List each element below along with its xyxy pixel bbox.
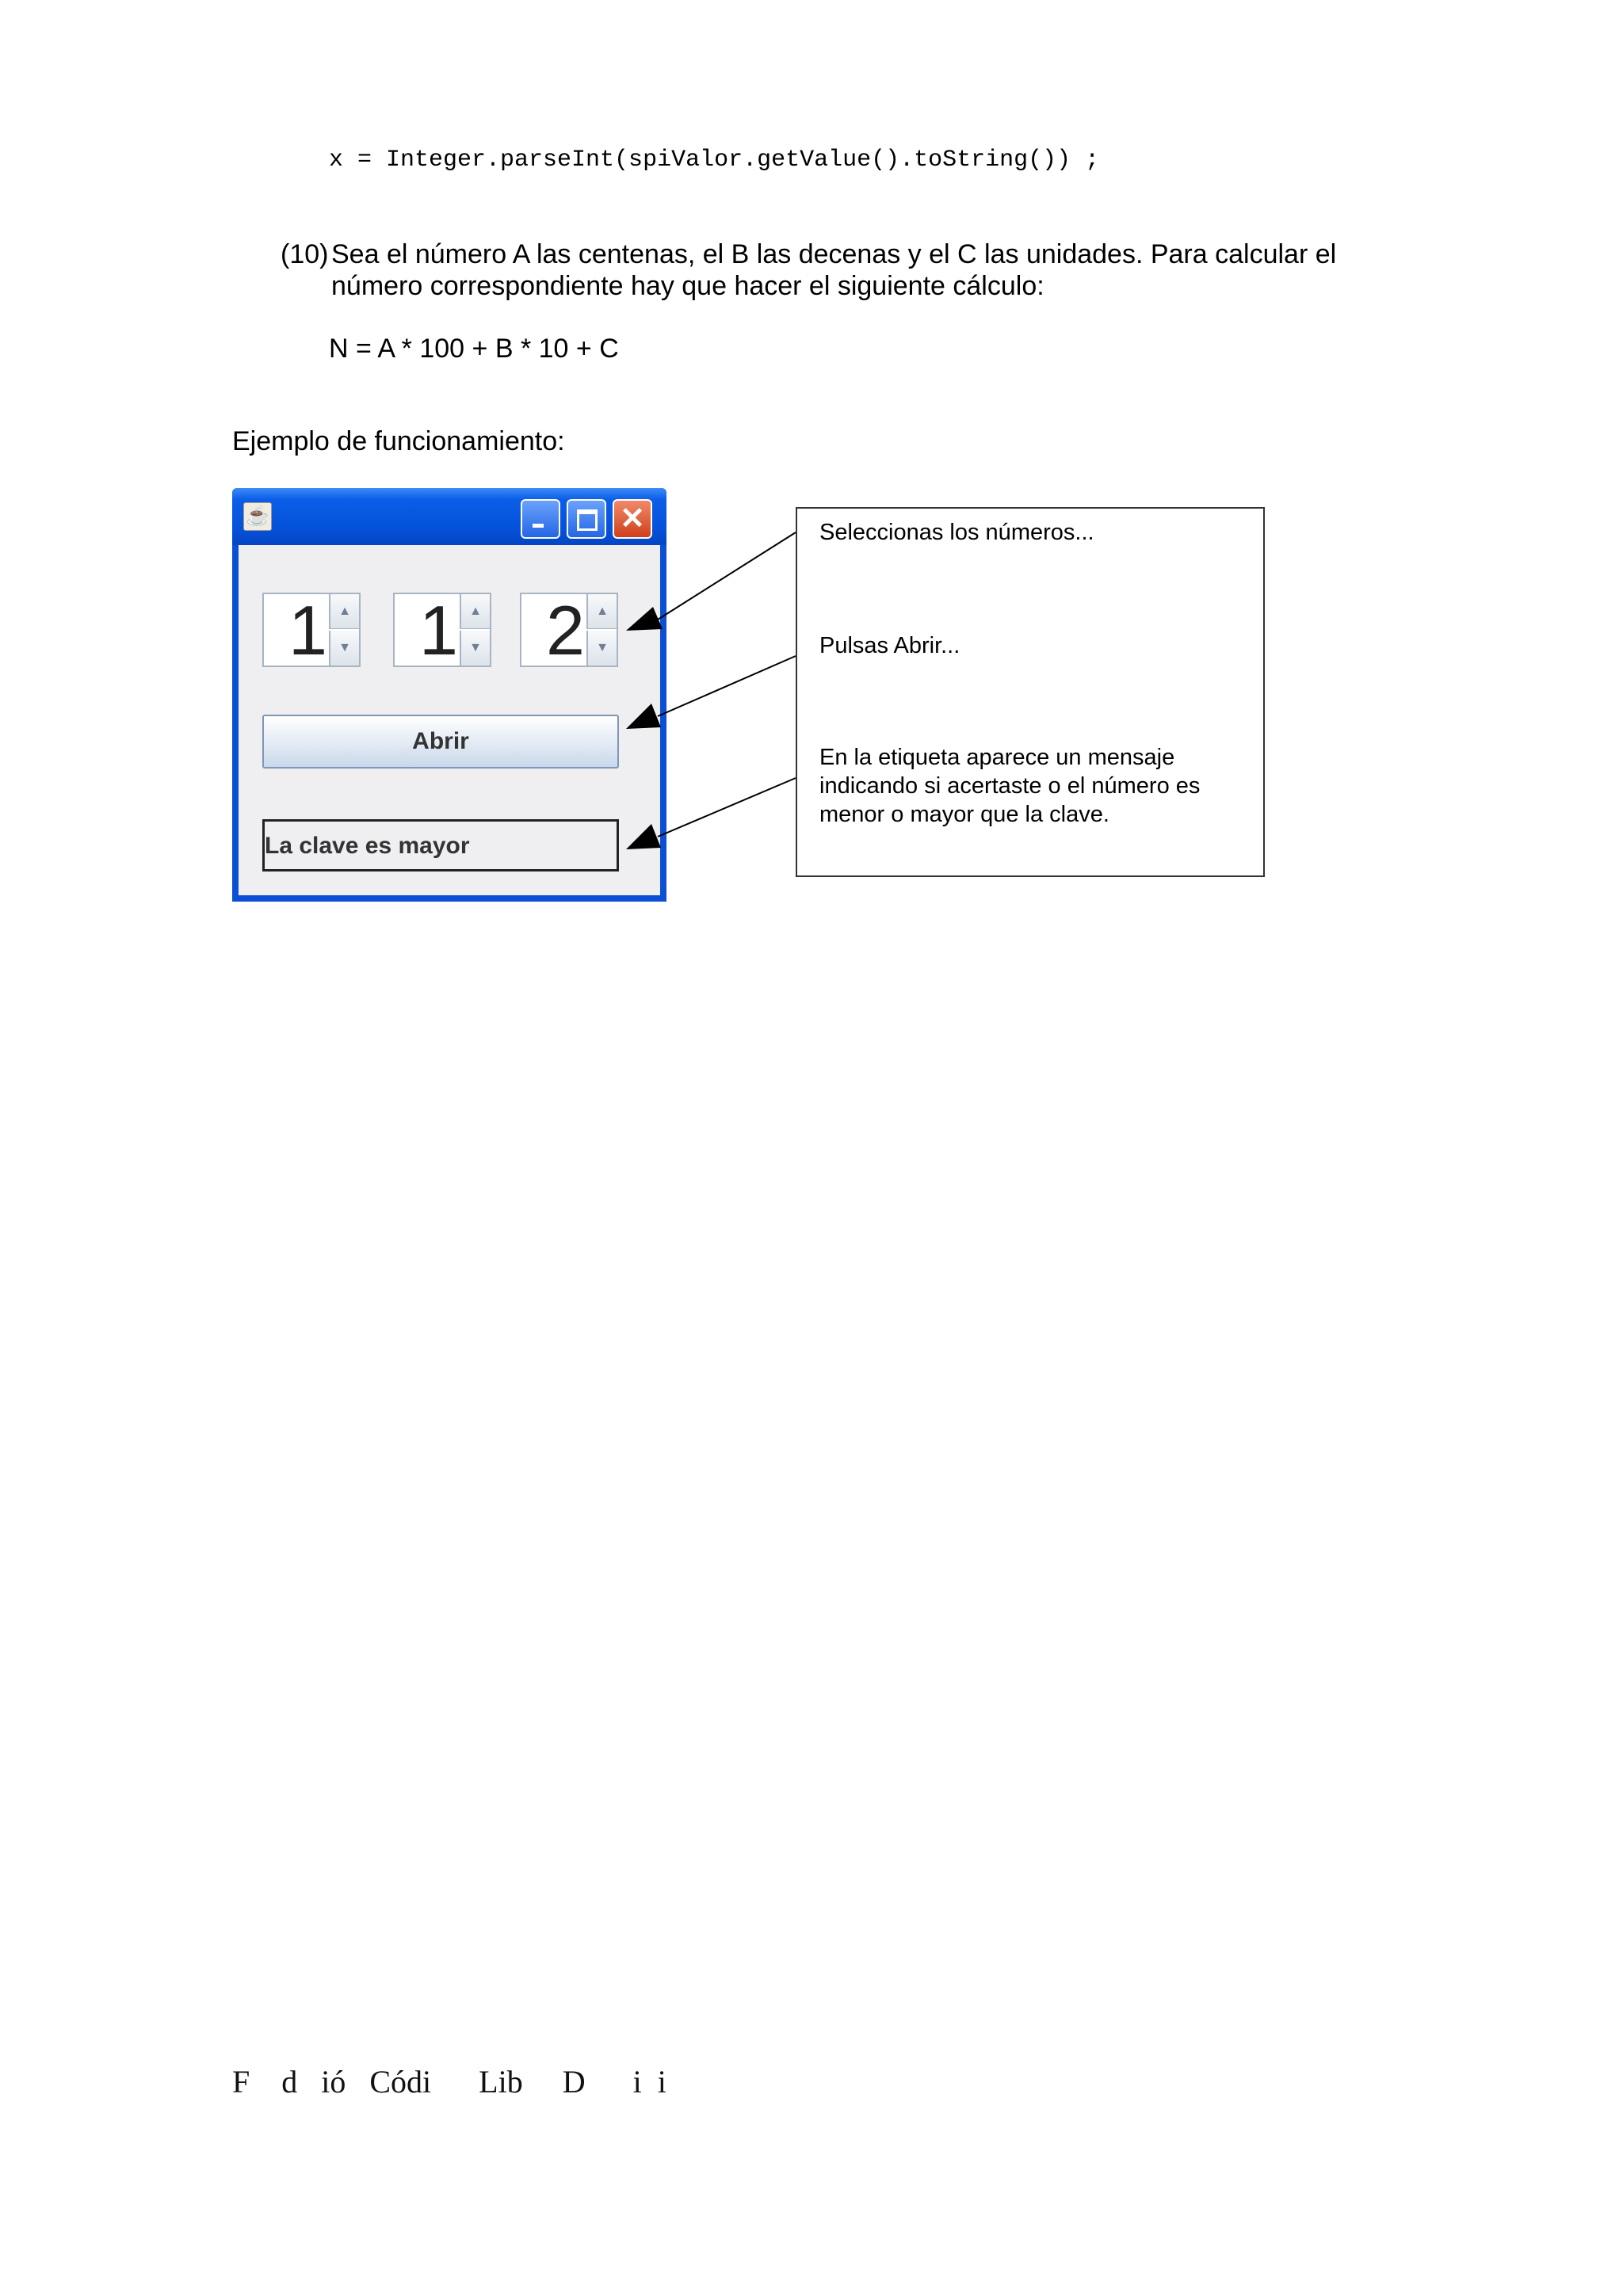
spinner-down-arrow-icon[interactable]: ▼ — [586, 631, 617, 666]
spinner-up-arrow-icon[interactable]: ▲ — [460, 594, 490, 629]
list-number: (10) — [281, 239, 329, 269]
callout-note-line: menor o mayor que la clave. — [819, 802, 1109, 827]
close-button[interactable] — [613, 499, 652, 539]
window-titlebar[interactable] — [232, 488, 666, 545]
spinner-down-arrow-icon[interactable]: ▼ — [460, 631, 490, 666]
spinner-value[interactable]: 2 — [546, 591, 585, 669]
spinner-up-arrow-icon[interactable]: ▲ — [329, 594, 359, 629]
hundreds-spinner[interactable] — [262, 593, 361, 667]
units-spinner[interactable] — [520, 593, 618, 667]
page-footer: F d ió Códi Lib D i i — [232, 2064, 666, 2100]
example-heading: Ejemplo de funcionamiento: — [232, 426, 565, 456]
result-label: La clave es mayor — [262, 819, 619, 871]
code-line: x = Integer.parseInt(spiValor.getValue().toString()) ; — [329, 147, 1100, 174]
spinner-value[interactable]: 1 — [288, 591, 327, 669]
spinner-down-arrow-icon[interactable]: ▼ — [329, 631, 359, 666]
java-app-icon[interactable]: ☕ — [243, 502, 272, 531]
callout-box — [796, 507, 1265, 877]
tens-spinner[interactable] — [393, 593, 491, 667]
abrir-button[interactable]: Abrir — [262, 715, 619, 769]
spinner-value[interactable]: 1 — [419, 591, 458, 669]
paragraph-line-2: número correspondiente hay que hacer el siguiente cálculo: — [331, 271, 1044, 301]
minimize-button[interactable] — [521, 499, 560, 539]
java-window — [232, 488, 666, 902]
formula: N = A * 100 + B * 10 + C — [329, 334, 619, 364]
window-content — [239, 545, 660, 895]
callout-note-select: Seleccionas los números... — [819, 520, 1094, 545]
paragraph-line-1: Sea el número A las centenas, el B las decenas y el C las unidades. Para calcular el — [331, 239, 1337, 269]
callout-note-line: En la etiqueta aparece un mensaje — [819, 745, 1175, 770]
close-icon: ✕ — [620, 502, 645, 536]
callout-note-press: Pulsas Abrir... — [819, 633, 960, 658]
maximize-button[interactable] — [567, 499, 606, 539]
callout-note-line: indicando si acertaste o el número es — [819, 773, 1201, 799]
spinner-up-arrow-icon[interactable]: ▲ — [586, 594, 617, 629]
callout-note-label — [819, 743, 1200, 829]
